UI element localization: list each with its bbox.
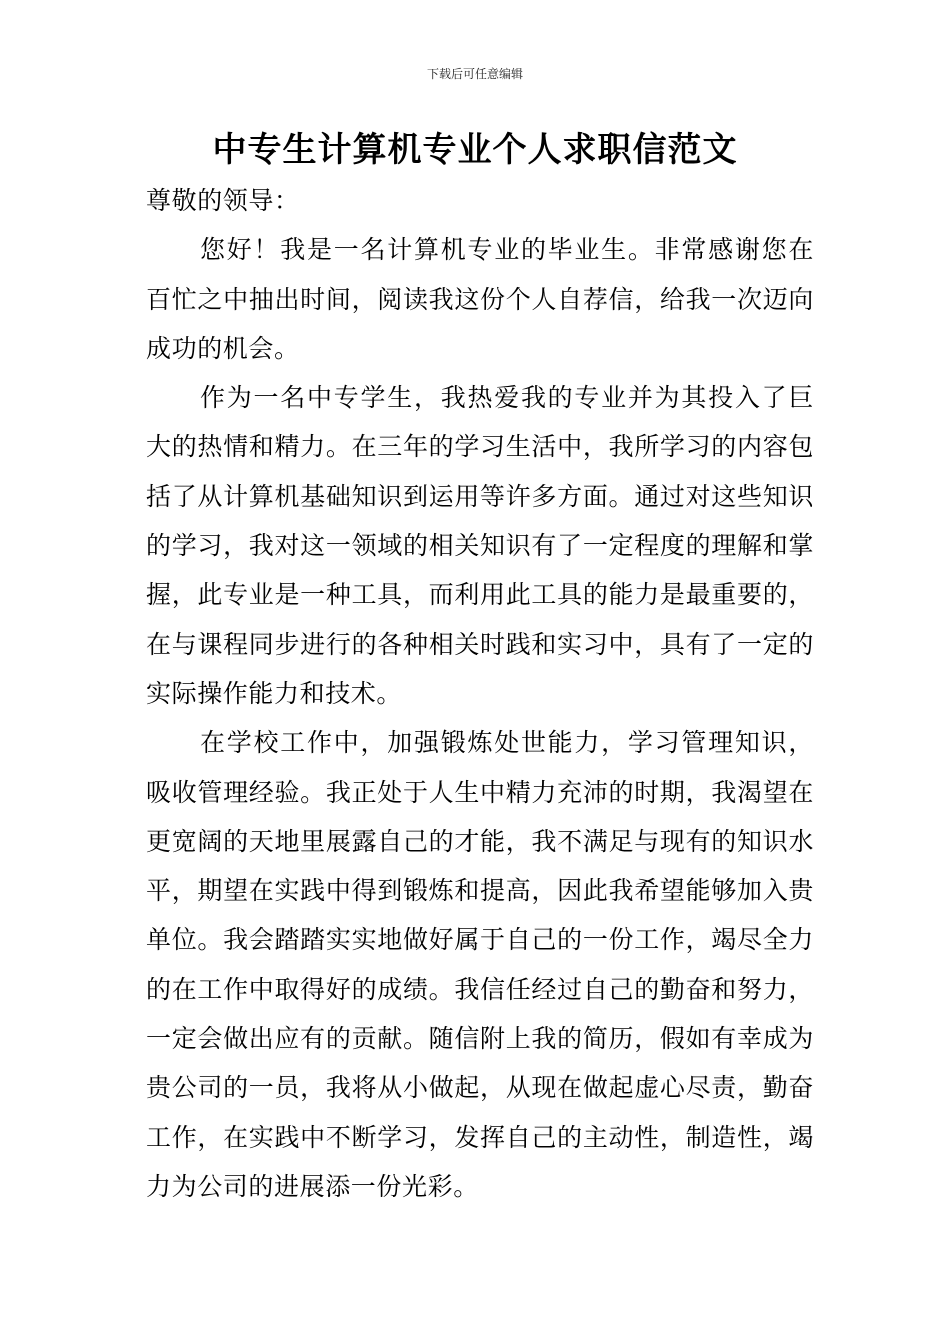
paragraph-greeting: 您好！我是一名计算机专业的毕业生。非常感谢您在百忙之中抽出时间，阅读我这份个人自荐信，给我一次迈向成功的机会。 — [146, 235, 814, 363]
salutation: 尊敬的领导： — [146, 186, 300, 215]
paragraph-studies: 作为一名中专学生，我热爱我的专业并为其投入了巨大的热情和精力。在三年的学习生活中，我所学习的内容包括了从计算机基础知识到运用等许多方面。通过对这些知识的学习，我对这一领域的相关知识有了一定程度的理解和掌握，此专业是一种工具，而利用此工具的能力是最重要的，在与课程同步进行的各种相关时践和实习中，具有了一定的实际操作能力和技术。 — [146, 383, 814, 708]
header-note: 下载后可任意编辑 — [426, 67, 523, 81]
document-title: 中专生计算机专业个人求职信范文 — [212, 130, 738, 170]
letter-body — [146, 176, 814, 1211]
paragraph-aspirations: 在学校工作中，加强锻炼处世能力，学习管理知识，吸收管理经验。我正处于人生中精力充沛的时期，我渴望在更宽阔的天地里展露自己的才能，我不满足与现有的知识水平，期望在实践中得到锻炼和提高，因此我希望能够加入贵单位。我会踏踏实实地做好属于自己的一份工作，竭尽全力的在工作中取得好的成绩。我信任经过自己的勤奋和努力，一定会做出应有的贡献。随信附上我的简历，假如有幸成为贵公司的一员，我将从小做起，从现在做起虚心尽责，勤奋工作，在实践中不断学习，发挥自己的主动性，制造性，竭力为公司的进展添一份光彩。 — [146, 728, 814, 1201]
